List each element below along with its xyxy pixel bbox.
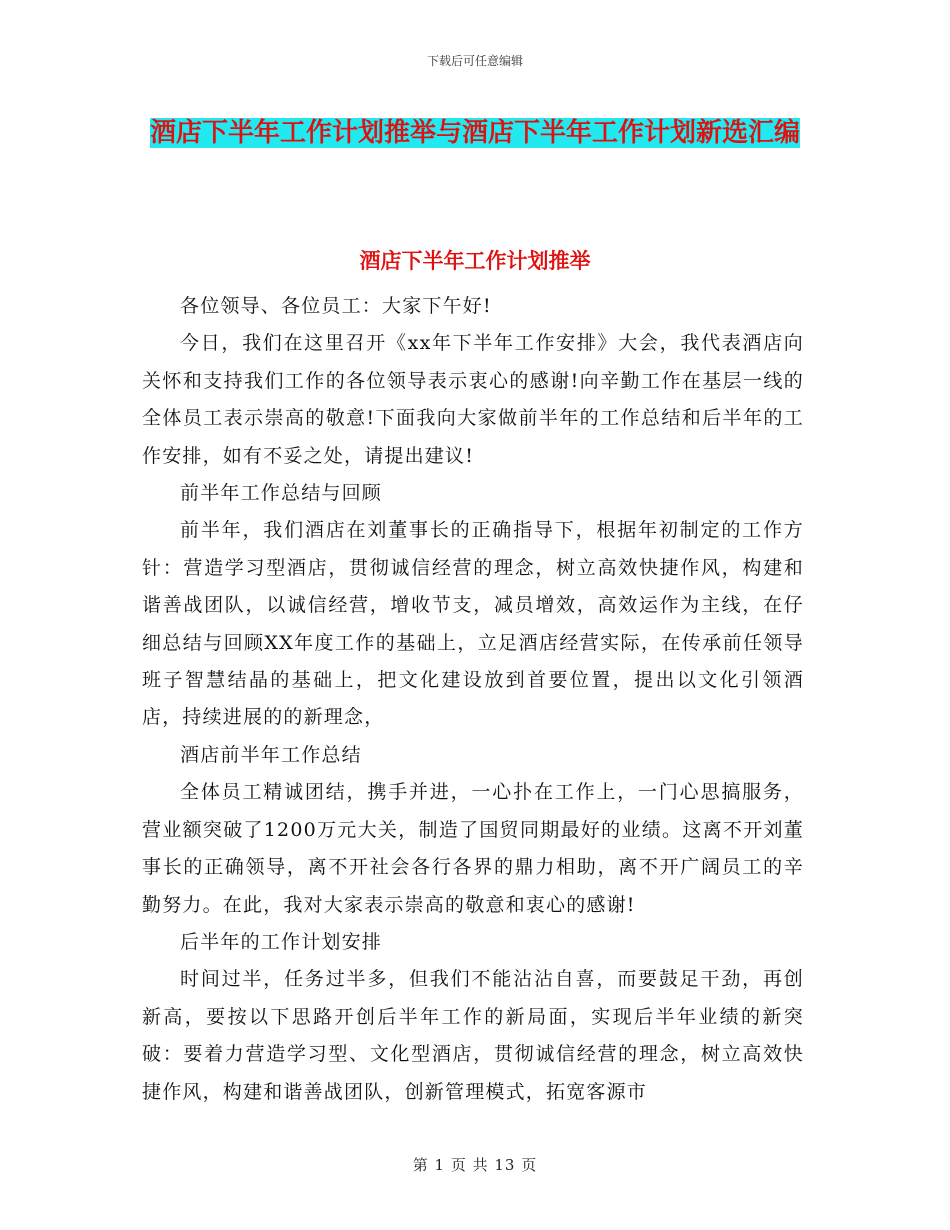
heading-summary: 酒店前半年工作总结 [180, 743, 362, 766]
paragraph-plan: 时间过半，任务过半多，但我们不能沾沾自喜，而要鼓足干劲，再创新高，要按以下思路开创后半年工作的新局面，实现后半年业绩的新突破：要着力营造学习型、文化型酒店，贯彻诚信经营的理念，树立高效快捷作风，构建和谐善战团队，创新管理模式，拓宽客源市 [142, 968, 804, 1103]
page-header-note: 下载后可任意编辑 [426, 54, 523, 68]
document-body [142, 288, 804, 1111]
paragraph-intro: 今日，我们在这里召开《xx年下半年工作安排》大会，我代表酒店向关怀和支持我们工作的各位领导表示衷心的感谢!向辛勤工作在基层一线的全体员工表示崇高的敬意!下面我向大家做前半年的工作总结和后半年的工作安排，如有不妥之处，请提出建议! [142, 332, 804, 467]
page-number: 第 1 页 共 13 页 [412, 1156, 538, 1174]
paragraph-greeting: 各位领导、各位员工：大家下午好! [180, 295, 492, 317]
heading-plan: 后半年的工作计划安排 [180, 930, 383, 953]
paragraph-summary: 全体员工精诚团结，携手并进，一心扑在工作上，一门心思搞服务，营业额突破了1200万元大关，制造了国贸同期最好的业绩。这离不开刘董事长的正确领导，离不开社会各行各界的鼎力相助，离不开广阔员工的辛勤努力。在此，我对大家表示崇高的敬意和衷心的感谢! [142, 781, 804, 916]
document-title [140, 112, 810, 154]
section-title: 酒店下半年工作计划推举 [359, 249, 591, 273]
paragraph-review: 前半年，我们酒店在刘董事长的正确指导下，根据年初制定的工作方针：营造学习型酒店，贯彻诚信经营的理念，树立高效快捷作风，构建和谐善战团队，以诚信经营，增收节支，减员增效，高效运作为主线，在仔细总结与回顾XX年度工作的基础上，立足酒店经营实际，在传承前任领导班子智慧结晶的基础上，把文化建设放到首要位置，提出以文化引领酒店，持续进展的的新理念， [142, 519, 804, 729]
heading-review: 前半年工作总结与回顾 [180, 482, 383, 505]
document-title-text: 酒店下半年工作计划推举与酒店下半年工作计划新选汇编 [149, 118, 800, 148]
